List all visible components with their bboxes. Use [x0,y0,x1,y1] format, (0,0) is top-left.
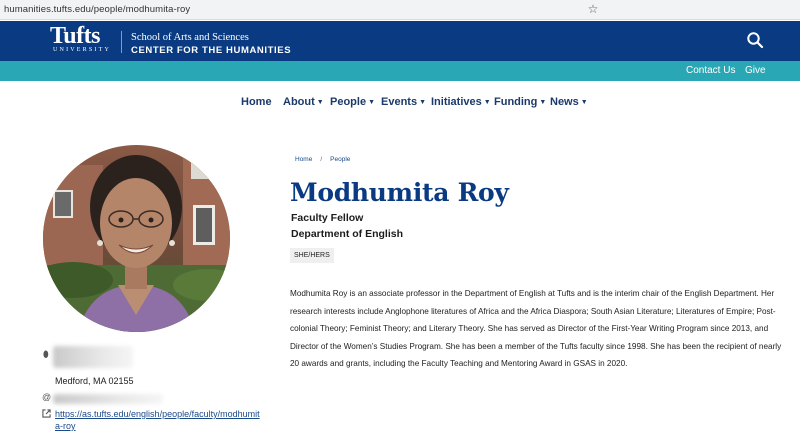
breadcrumb [295,156,350,163]
chevron-down-icon: ▼ [419,99,427,106]
breadcrumb-home[interactable]: Home [295,156,313,163]
nav-home-label: Home [241,96,272,108]
header-divider [121,31,122,53]
nav-news-label: News [550,96,579,108]
chevron-down-icon: ▼ [580,99,588,106]
profile-bio: Modhumita Roy is an associate professor in the Department of English at Tufts and is the interim chair of the English Department. Her research interests include Anglophone literatures of Africa and the Africa Diaspora; South Asian Literature; Literatures of Empire; Post-colonial Theory; Feminist Theory; and Literary Theory. She has served as Director of the First-Year Writing Program since 2013, and Director of the Women’s Studies Program. She has been a member of the Tufts faculty since 1998. She has been the recipient of nearly 20 awards and grants, including the Faculty Teaching and Mentoring Award in GSAS in 2020. [290,289,782,368]
site-header [0,21,800,61]
school-name[interactable]: School of Arts and Sciences [131,32,249,43]
external-link-icon [42,409,51,418]
center-name[interactable]: CENTER FOR THE HUMANITIES [131,45,292,56]
pronoun-badge: SHE/HERS [290,248,334,263]
logo-subtitle: UNIVERSITY [53,47,111,53]
nav-events[interactable] [381,96,426,108]
nav-about[interactable] [283,96,324,108]
search-icon[interactable] [746,31,764,49]
main-navigation [0,96,800,114]
nav-news[interactable] [550,96,588,108]
contact-us-link[interactable]: Contact Us [686,65,736,76]
chevron-down-icon: ▼ [483,99,491,106]
nav-home[interactable] [241,96,272,108]
chevron-down-icon: ▼ [539,99,547,106]
chevron-down-icon: ▼ [368,99,376,106]
nav-funding[interactable] [494,96,546,108]
nav-funding-label: Funding [494,96,538,108]
nav-initiatives-label: Initiatives [431,96,482,108]
address-city: Medford, MA 02155 [55,376,134,386]
email-icon: @ [42,392,52,402]
nav-about-label: About [283,96,315,108]
profile-department: Department of English [291,228,404,240]
faculty-website-link[interactable]: https://as.tufts.edu/english/people/faculty/modhumita-roy [55,409,260,431]
redacted-address [53,346,133,368]
tufts-logo[interactable] [50,25,111,54]
location-pin-icon: ⬮ [43,349,49,359]
chevron-down-icon: ▼ [316,99,324,106]
bookmark-star-icon[interactable]: ☆ [587,2,599,16]
nav-people[interactable] [330,96,375,108]
nav-events-label: Events [381,96,418,108]
nav-initiatives[interactable] [431,96,491,108]
utility-bar [0,61,800,81]
profile-title: Faculty Fellow [291,212,364,224]
profile-photo [43,145,230,332]
redacted-email[interactable] [53,394,163,404]
browser-address-bar[interactable] [0,0,800,20]
breadcrumb-people[interactable]: People [330,156,351,163]
breadcrumb-separator: / [320,156,323,163]
give-link[interactable]: Give [745,65,766,76]
url-text[interactable]: humanities.tufts.edu/people/modhumita-roy [4,4,191,15]
logo-wordmark: Tufts [50,23,100,49]
page-title: Modhumita Roy [290,178,509,207]
nav-people-label: People [330,96,367,108]
